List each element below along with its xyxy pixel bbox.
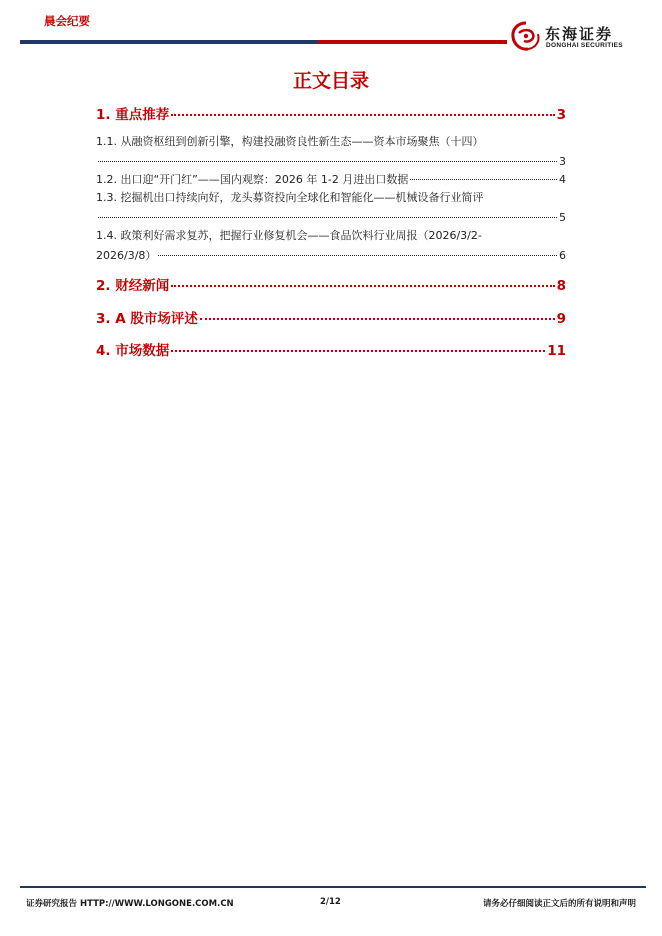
toc-item-3[interactable]	[96, 307, 566, 327]
company-logo	[507, 18, 647, 58]
dot-leader	[171, 114, 554, 116]
report-type-label: 晨会纪要	[44, 16, 90, 28]
footer-page-number: 2/12	[320, 897, 341, 907]
toc-item-title: 1.3. 挖掘机出口持续向好，龙头募资投向全球化和智能化——机械设备行业简评	[96, 191, 484, 204]
toc-item-title: 1. 重点推荐	[96, 107, 170, 123]
dot-leader	[158, 255, 557, 256]
dot-leader	[410, 179, 557, 180]
logo-english-name: DONGHAI SECURITIES	[546, 42, 623, 49]
toc-item-page: 5	[559, 211, 566, 224]
toc-item-page: 3	[556, 107, 566, 123]
toc-item-leader-row	[96, 208, 566, 228]
toc-item-page: 11	[547, 343, 566, 359]
toc-item-title-continued: 2026/3/8）	[96, 249, 157, 262]
toc-item-leader-row	[96, 152, 566, 172]
toc-item-page: 6	[559, 249, 566, 262]
toc-item-title: 1.1. 从融资枢纽到创新引擎，构建投融资良性新生态——资本市场聚焦（十四）	[96, 135, 484, 148]
toc-item-title: 1.2. 出口迎“开门红”——国内观察：2026 年 1-2 月进出口数据	[96, 173, 409, 186]
toc-item-leader-row	[96, 246, 566, 266]
header-rule-navy	[20, 40, 318, 44]
toc-item-1-3[interactable]	[96, 188, 566, 228]
toc-item-title: 1.4. 政策利好需求复苏，把握行业修复机会——食品饮料行业周报（2026/3/2-	[96, 229, 482, 242]
toc-item-title: 2. 财经新闻	[96, 278, 170, 294]
toc-item-title: 3. A 股市场评述	[96, 311, 198, 327]
toc-item-page: 3	[559, 155, 566, 168]
toc-item-title: 4. 市场数据	[96, 343, 170, 359]
dot-leader	[171, 285, 554, 287]
dot-leader	[200, 318, 555, 320]
toc-item-4[interactable]	[96, 339, 566, 359]
logo-chinese-name: 东海证券	[545, 25, 614, 43]
toc-item-1-4[interactable]	[96, 226, 566, 266]
toc-item-2[interactable]	[96, 274, 566, 294]
dot-leader	[98, 161, 557, 162]
swirl-logo-icon	[509, 20, 543, 52]
toc-item-1[interactable]	[96, 103, 566, 123]
footer-rule	[20, 886, 646, 888]
footer-disclaimer: 请务必仔细阅读正文后的所有说明和声明	[482, 899, 636, 909]
toc-item-page: 4	[559, 173, 566, 186]
toc-item-page: 8	[556, 278, 566, 294]
toc-item-page: 9	[556, 311, 566, 327]
toc-item-1-1[interactable]	[96, 132, 566, 172]
dot-leader	[98, 217, 557, 218]
toc-title: 正文目录	[292, 70, 369, 92]
dot-leader	[171, 350, 545, 352]
toc-item-1-2[interactable]	[96, 171, 566, 187]
footer-source: 证券研究报告 HTTP://WWW.LONGONE.COM.CN	[26, 899, 234, 909]
